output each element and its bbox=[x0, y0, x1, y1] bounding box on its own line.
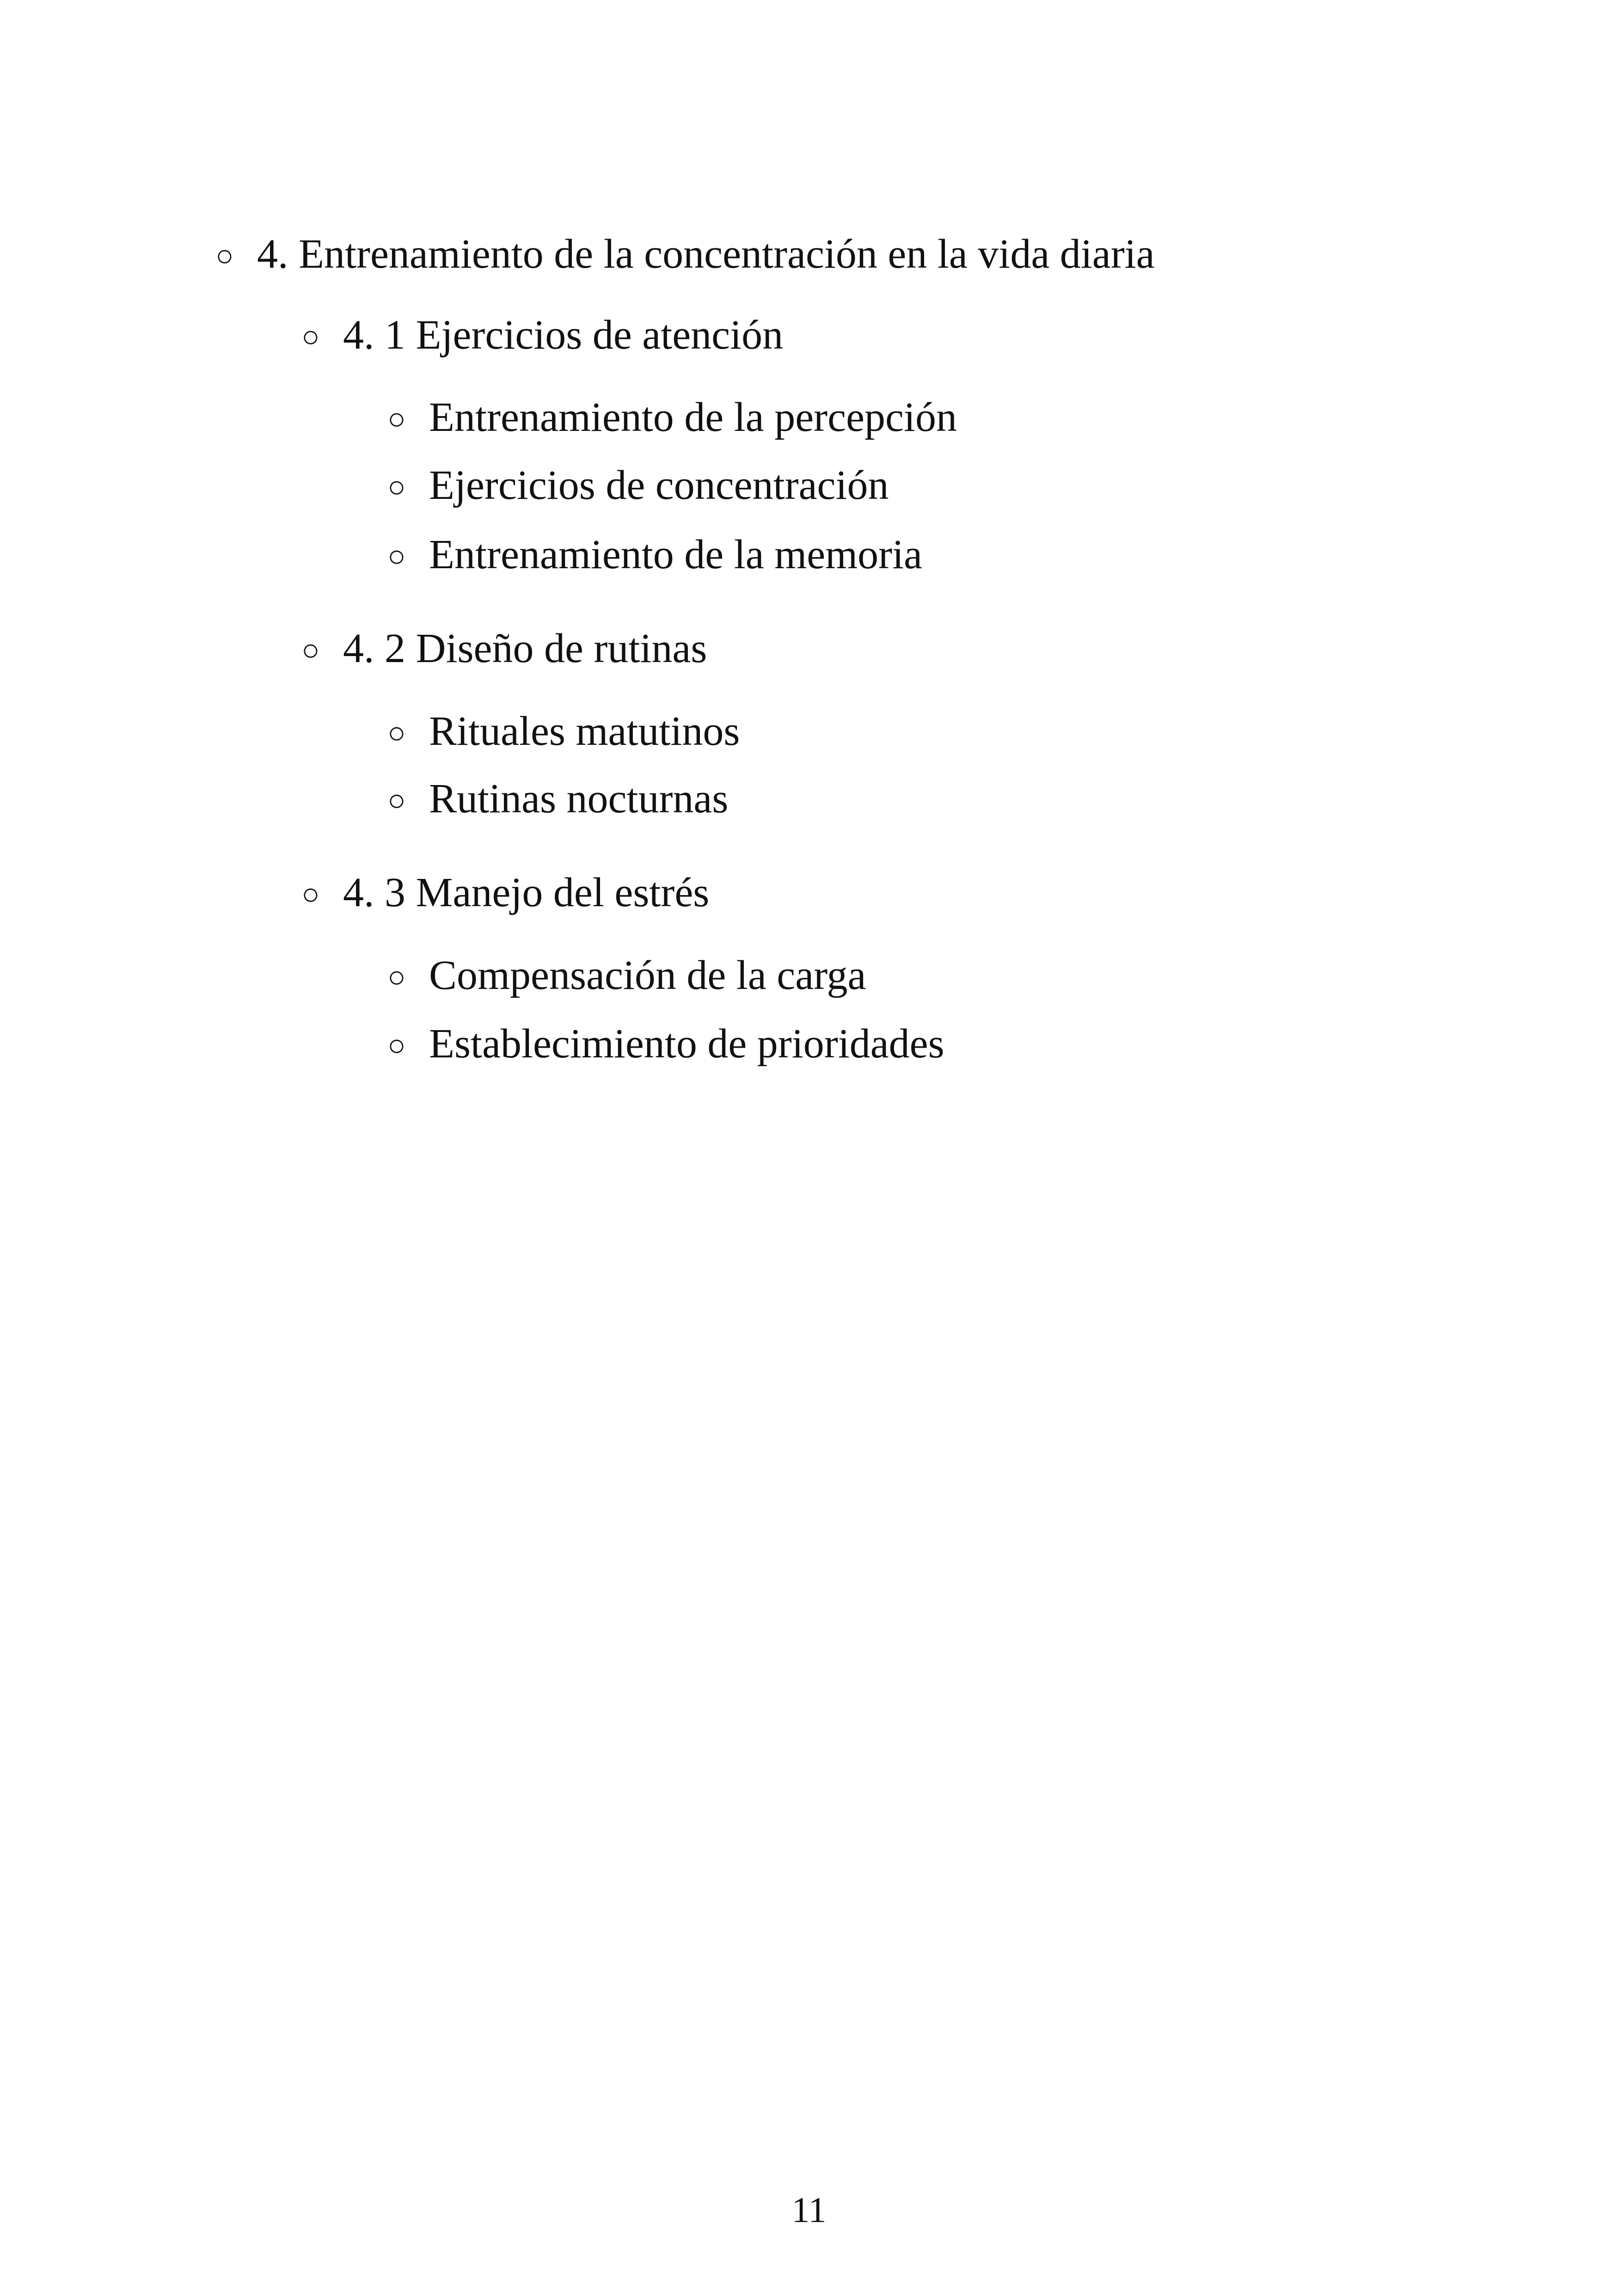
circle-bullet-icon: ○ bbox=[215, 239, 234, 273]
circle-bullet-icon: ○ bbox=[301, 320, 320, 354]
circle-bullet-icon: ○ bbox=[387, 784, 406, 817]
circle-bullet-icon: ○ bbox=[387, 716, 406, 750]
outline-item bbox=[387, 774, 728, 826]
circle-bullet-icon: ○ bbox=[301, 633, 320, 667]
item-label: Ejercicios de concentración bbox=[429, 462, 889, 508]
item-label: Entrenamiento de la percepción bbox=[429, 394, 957, 440]
item-label: Establecimiento de prioridades bbox=[429, 1021, 944, 1067]
circle-bullet-icon: ○ bbox=[387, 470, 406, 504]
outline-item bbox=[387, 392, 957, 445]
section-title: 4. Entrenamiento de la concentración en la vida diaria bbox=[257, 231, 1155, 277]
outline-item bbox=[387, 460, 889, 513]
item-label: Compensación de la carga bbox=[429, 952, 866, 998]
circle-bullet-icon: ○ bbox=[387, 540, 406, 573]
outline-section bbox=[215, 229, 1155, 282]
subsection-title: 4. 3 Manejo del estrés bbox=[343, 870, 710, 915]
circle-bullet-icon: ○ bbox=[301, 878, 320, 911]
item-label: Entrenamiento de la memoria bbox=[429, 532, 923, 577]
outline-subsection bbox=[301, 867, 709, 920]
item-label: Rituales matutinos bbox=[429, 708, 740, 754]
circle-bullet-icon: ○ bbox=[387, 1029, 406, 1062]
outline-item bbox=[387, 1019, 944, 1071]
page-number: 11 bbox=[791, 2190, 827, 2230]
outline-item bbox=[387, 706, 740, 759]
outline-subsection bbox=[301, 310, 783, 362]
subsection-title: 4. 2 Diseño de rutinas bbox=[343, 626, 707, 671]
item-label: Rutinas nocturnas bbox=[429, 776, 729, 822]
outline-subsection bbox=[301, 623, 707, 676]
circle-bullet-icon: ○ bbox=[387, 960, 406, 994]
circle-bullet-icon: ○ bbox=[387, 402, 406, 436]
subsection-title: 4. 1 Ejercicios de atención bbox=[343, 312, 784, 358]
outline-item bbox=[387, 529, 922, 582]
outline-item bbox=[387, 950, 866, 1003]
